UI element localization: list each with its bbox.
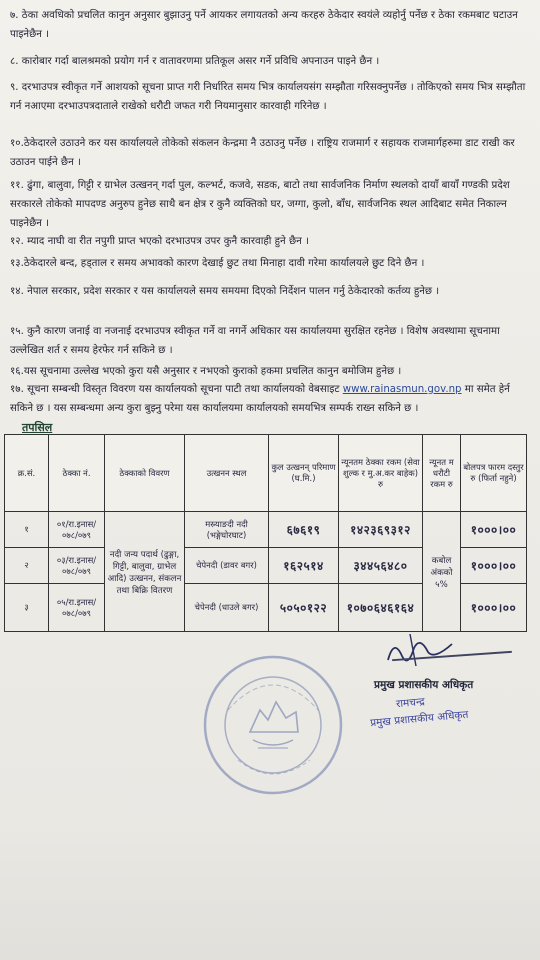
- website-link[interactable]: www.rainasmun.gov.np: [342, 384, 462, 395]
- cell-quantity: ६७६१९: [269, 512, 339, 548]
- clause-9: ९. दरभाउपत्र स्वीकृत गर्ने आशयको सूचना प्राप्त गरी निर्धारित समय भित्र कार्यालयसंग सम्झौता गरिसक्नुपर्नेछ । तोकिएको समय भित्र सम्झौता गर्न नआएमा दरभाउपत्रदाताले राखेको धरौटी जफत गरी नियमानुसार कारवाही गरिनेछ ।: [10, 82, 526, 112]
- clause-14: १४. नेपाल सरकार, प्रदेश सरकार र यस कार्यालयले समय समयमा दिएको निर्देशन पालन गर्नु ठेकेदारको कर्तव्य हुनेछ ।: [10, 286, 440, 297]
- header-sn: क्र.सं.: [5, 435, 49, 512]
- clause-10: १०.ठेकेदारले उठाउने कर यस कार्यालयले तोकेको संकलन केन्द्रमा नै उठाउनु पर्नेछ । राष्ट्रिय राजमार्ग र सहायक राजमार्गहरुमा डाट राखी कर उठाउन पाईने छैन ।: [10, 138, 515, 168]
- office-seal-stamp: [198, 650, 348, 800]
- clause-15: १५. कुनै कारण जनाई वा नजनाई दरभाउपत्र स्वीकृत गर्ने वा नगर्ने अधिकार यस कार्यालयमा सुरक्षित रहनेछ । विशेष अवस्थामा सूचनामा उल्लेखित शर्त र समय हेरफेर गर्न सकिने छ ।: [10, 326, 500, 356]
- cell-sn: १: [5, 512, 49, 548]
- header-description: ठेक्काको विवरण: [105, 435, 185, 512]
- cell-sn: २: [5, 548, 49, 584]
- signatory-title: प्रमुख प्रशासकीय अधिकृत: [374, 679, 474, 691]
- signatory-name-stamp: रामचन्द्र: [395, 695, 426, 711]
- cell-form-fee: १०००।००: [461, 548, 527, 584]
- cell-contract-no: ०३/रा.इनास/०७८/०७९: [49, 548, 105, 584]
- clause-8: ८. कारोबार गर्दा बालश्रमको प्रयोग गर्न र वातावरणमा प्रतिकूल असर गर्ने प्रविधि अपनाउन पाइने छैन ।: [10, 56, 380, 67]
- header-min-amount: न्यूनतम ठेक्का रकम (सेवा शुल्क र मु.अ.कर बाहेक) रु: [339, 435, 423, 512]
- clause-11: ११. ढुंगा, बालुवा, गिट्टी र ग्राभेल उत्खनन् गर्दा पुल, कल्भर्ट, कजवे, सडक, बाटो तथा सार्वजनिक निर्माण स्थलको दायाँ बायाँ गण्डकी प्रदेश सरकारले तोकेको मापदण्ड अनुरुप हुनेछ साथै बन क्षेत्र र कुनै व्यक्तिको घर, जग्गा, कुलो, बाँध, सार्वजनिक स्थल आदिबाट समेत निकाल्न पाइनेछैन ।: [10, 180, 510, 229]
- schedule-table: [4, 434, 527, 632]
- signature-scrawl: [380, 630, 460, 670]
- cell-site: चेपेनदी (डावर बगर): [185, 548, 269, 584]
- cell-contract-no: ०१/रा.इनास/०७८/०७९: [49, 512, 105, 548]
- clause-7: ७. ठेका अवधिको प्रचलित कानुन अनुसार बुझाउनु पर्ने आयकर लगायतको अन्य करहरु ठेकेदार स्वयंले व्यहोर्नु पर्नेछ र ठेका रकमबाट घटाउन पाइनेछैन ।: [10, 10, 518, 40]
- cell-deposit: कबोल अंकको ५%: [423, 512, 461, 632]
- clause-17-text-after: मा समेत हेर्न सकिने छ । यस सम्बन्धमा अन्य कुरा बुझ्नु परेमा यस कार्यालयमा कार्यालयको समयभित्र सम्पर्क राख्न सकिने छ ।: [10, 384, 510, 414]
- cell-description: नदी जन्य पदार्थ (ढुङ्गा, गिट्टी, बालुवा, ग्राभेल आदि) उत्खनन, संकलन तथा बिक्रि वितरण: [105, 512, 185, 632]
- header-form-fee: बोलपत्र फारम दस्तुर रु (फिर्ता नहुने): [461, 435, 527, 512]
- page-shadow: [0, 820, 540, 960]
- header-site: उत्खनन स्थल: [185, 435, 269, 512]
- cell-sn: ३: [5, 584, 49, 632]
- cell-min-amount: ३४४५६४८०: [339, 548, 423, 584]
- header-deposit: न्यूनत म धरौटी रकम रु: [423, 435, 461, 512]
- clause-13: १३.ठेकेदारले बन्द, हड्ताल र समय अभावको कारण देखाई छुट तथा मिनाहा दावी गरेमा कार्यालयले छुट दिने छैन ।: [10, 258, 425, 269]
- cell-site: चेपेनदी (धाउले बगर): [185, 584, 269, 632]
- cell-site: मस्र्याङदी नदी (भङ्गेघोरघाट): [185, 512, 269, 548]
- cell-form-fee: १०००।००: [461, 512, 527, 548]
- clause-17-text-before: १७. सूचना सम्बन्धी विस्तृत विवरण यस कार्यालयको सूचना पाटी तथा कार्यालयको वेबसाइट: [10, 384, 343, 395]
- header-contract-no: ठेक्का नं.: [49, 435, 105, 512]
- clause-16: १६.यस सूचनामा उल्लेख भएको कुरा यसै अनुसार र नभएको कुराको हकमा प्रचलित कानुन बमोजिम हुनेछ ।: [10, 366, 402, 377]
- cell-contract-no: ०५/रा.इनास/०७८/०७९: [49, 584, 105, 632]
- table-row: [5, 512, 527, 548]
- clause-17: [10, 380, 530, 420]
- header-quantity: कुल उत्खनन् परिमाण (घ.मि.): [269, 435, 339, 512]
- table-header-row: [5, 435, 527, 512]
- cell-quantity: ५०५०१२२: [269, 584, 339, 632]
- cell-min-amount: १०७०६४६१६४: [339, 584, 423, 632]
- clause-12: १२. म्याद नाघी वा रीत नपुगी प्राप्त भएको दरभाउपत्र उपर कुनै कारवाही हुने छैन ।: [10, 236, 309, 247]
- cell-min-amount: १४२३६९३१२: [339, 512, 423, 548]
- schedule-heading: तपसिल: [22, 421, 53, 434]
- signatory-title-stamp: प्रमुख प्रशासकीय अधिकृत: [369, 708, 469, 730]
- cell-quantity: १६२५१४: [269, 548, 339, 584]
- cell-form-fee: १०००।००: [461, 584, 527, 632]
